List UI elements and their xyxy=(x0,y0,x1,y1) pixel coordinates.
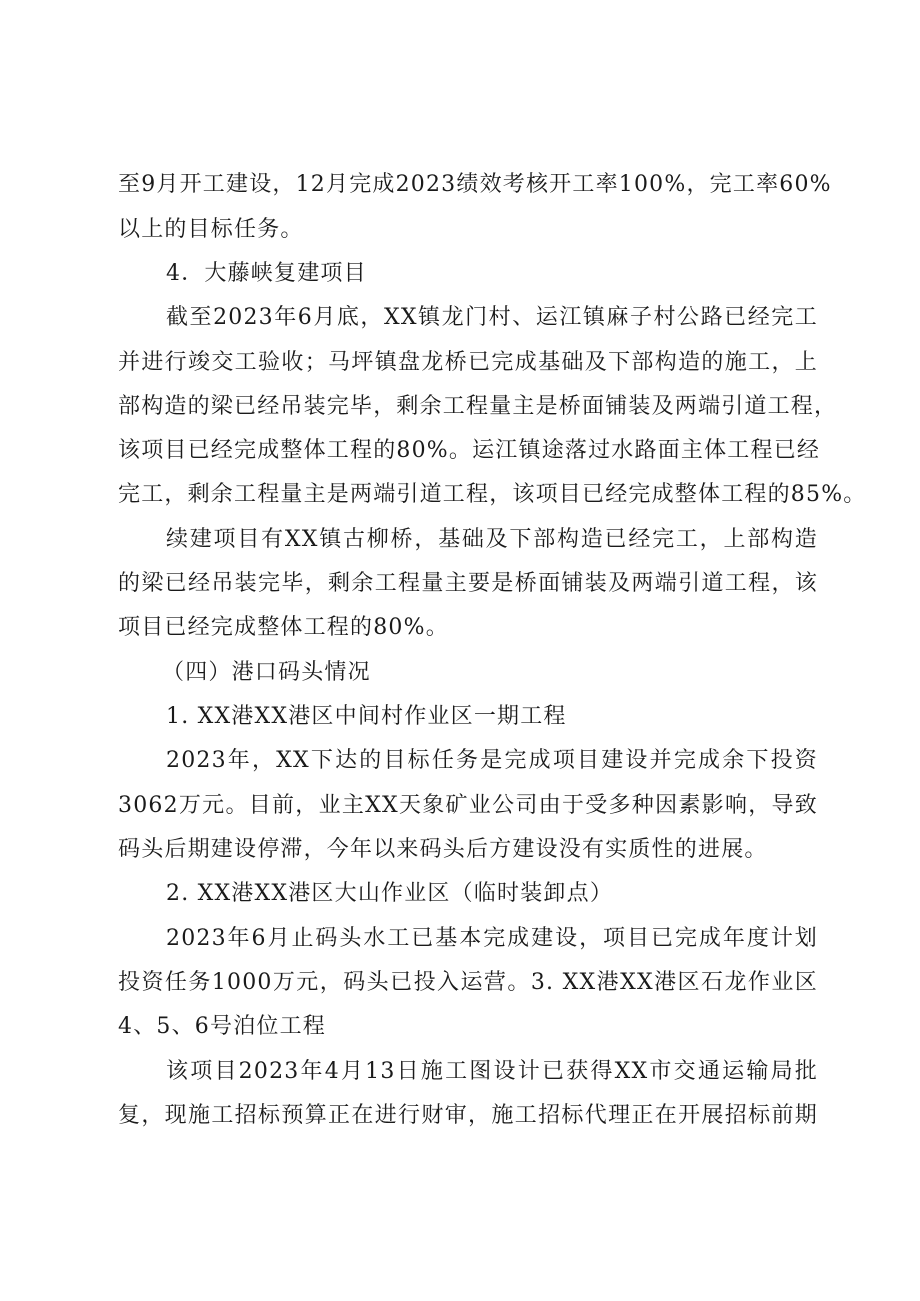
paragraph-line: 项目已经完成整体工程的80%。 xyxy=(118,615,449,640)
paragraph-line: 4、5、6号泊位工程 xyxy=(118,1014,326,1039)
paragraph-line: 截至2023年6月底，XX镇龙门村、运江镇麻子村公路已经完工 xyxy=(166,305,818,330)
paragraph-line: 部构造的梁已经吊装完毕，剩余工程量主是桥面铺装及两端引道工程， xyxy=(118,394,838,419)
paragraph-line: 码头后期建设停滞，今年以来码头后方建设没有实质性的进展。 xyxy=(118,837,768,862)
paragraph-line: 投资任务1000万元，码头已投入运营。3. XX港XX港区石龙作业区 xyxy=(118,970,818,995)
paragraph-line: 至9月开工建设，12月完成2023绩效考核开工率100%，完工率60% xyxy=(118,172,832,197)
paragraph-line: 复，现施工招标预算正在进行财审，施工招标代理正在开展招标前期 xyxy=(118,1103,818,1128)
paragraph-line: 完工，剩余工程量主是两端引道工程，该项目已经完成整体工程的85%。 xyxy=(118,482,867,507)
paragraph-line: 并进行竣交工验收；马坪镇盘龙桥已完成基础及下部构造的施工，上 xyxy=(118,350,818,375)
paragraph-line: 3062万元。目前，业主XX天象矿业公司由于受多种因素影响，导致 xyxy=(118,793,818,818)
section-heading: 4．大藤峡复建项目 xyxy=(166,261,367,286)
section-heading: 2. XX港XX港区大山作业区（临时装卸点） xyxy=(166,881,614,906)
paragraph-line: 2023年6月止码头水工已基本完成建设，项目已完成年度计划 xyxy=(166,926,818,951)
paragraph-line: 该项目已经完成整体工程的80%。运江镇途落过水路面主体工程已经 xyxy=(118,438,821,463)
section-heading: 1. XX港XX港区中间村作业区一期工程 xyxy=(166,704,567,729)
paragraph-line: 该项目2023年4月13日施工图设计已获得XX市交通运输局批 xyxy=(166,1059,818,1084)
paragraph-line: 的梁已经吊装完毕，剩余工程量主要是桥面铺装及两端引道工程，该 xyxy=(118,571,818,596)
paragraph-line: 以上的目标任务。 xyxy=(118,217,304,242)
paragraph-line: 续建项目有XX镇古柳桥，基础及下部构造已经完工，上部构造 xyxy=(166,527,818,552)
section-heading: （四）港口码头情况 xyxy=(162,660,371,685)
paragraph-line: 2023年，XX下达的目标任务是完成项目建设并完成余下投资 xyxy=(166,748,818,773)
